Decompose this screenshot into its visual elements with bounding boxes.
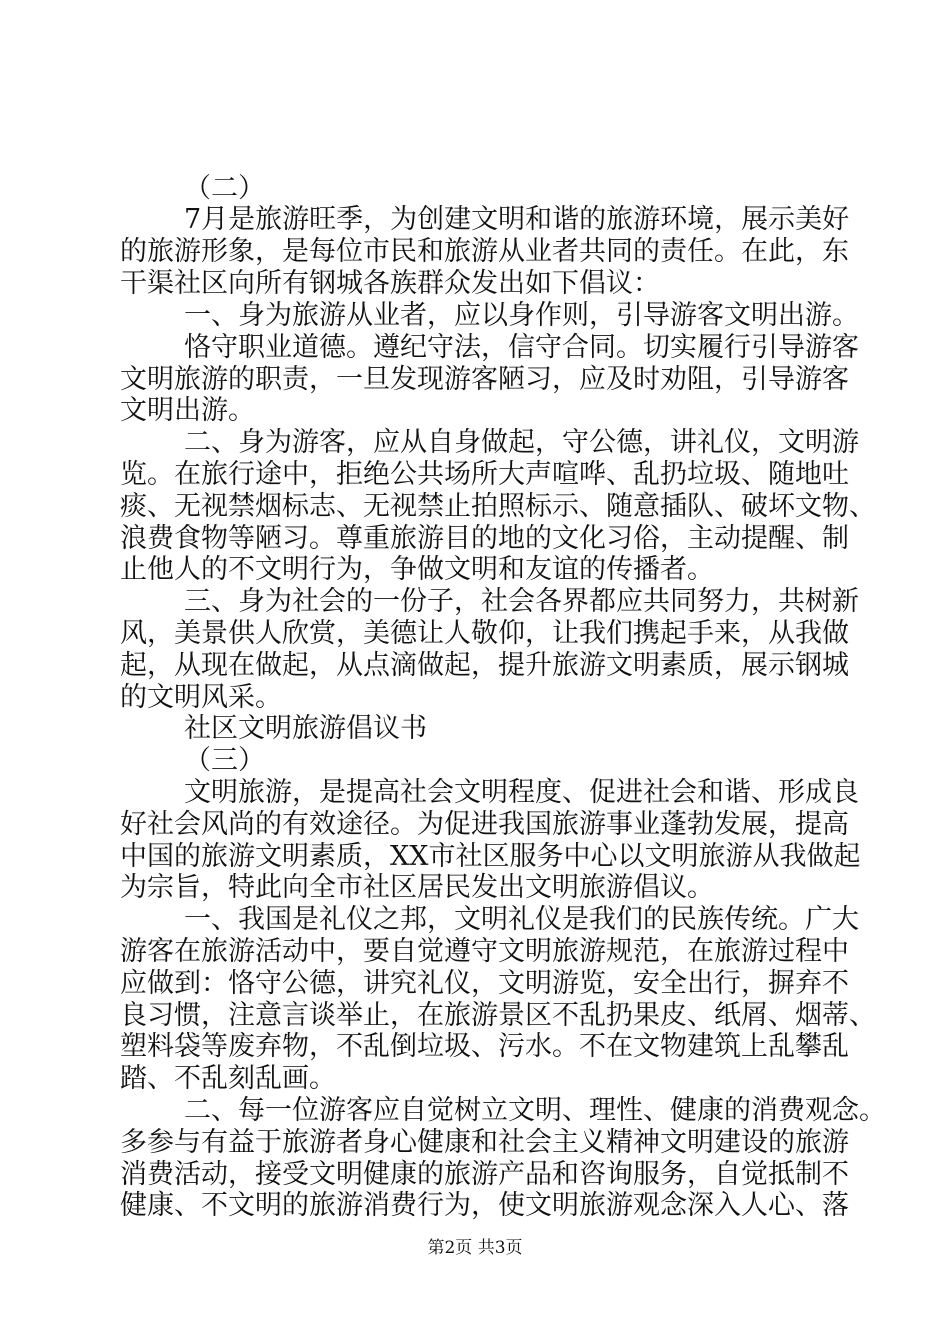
text-line: 为宗旨，特此向全市社区居民发出文明旅游倡议。 <box>120 872 714 903</box>
text-line: 好社会风尚的有效途径。为促进我国旅游事业蓬勃发展，提高 <box>120 809 849 840</box>
text-line: 二、每一位游客应自觉树立文明、理性、健康的消费观念。 <box>184 1095 886 1126</box>
text-line: 的文明风采。 <box>120 682 282 713</box>
text-line: 消费活动，接受文明健康的旅游产品和咨询服务，自觉抵制不 <box>120 1159 849 1190</box>
text-line: 多参与有益于旅游者身心健康和社会主义精神文明建设的旅游 <box>120 1127 849 1158</box>
text-line: 浪费食物等陋习。尊重旅游目的地的文化习俗，主动提醒、制 <box>120 523 849 554</box>
text-line: 起，从现在做起，从点滴做起，提升旅游文明素质，展示钢城 <box>120 650 849 681</box>
text-line: 踏、不乱刻乱画。 <box>120 1063 336 1094</box>
text-line: 中国的旅游文明素质，XX市社区服务中心以文明旅游从我做起 <box>120 841 861 872</box>
text-line: 痰、无视禁烟标志、无视禁止拍照标示、随意插队、破坏文物、 <box>120 491 876 522</box>
text-line: 二、身为游客，应从自身做起，守公德，讲礼仪，文明游 <box>184 427 859 458</box>
text-line: 文明旅游，是提高社会文明程度、促进社会和谐、形成良 <box>184 777 859 808</box>
text-line: 一、身为旅游从业者，应以身作则，引导游客文明出游。 <box>184 300 859 331</box>
text-line: 三、身为社会的一份子，社会各界都应共同努力，共树新 <box>184 586 859 617</box>
text-line: 干渠社区向所有钢城各族群众发出如下倡议： <box>120 268 660 299</box>
page-footer: 第2页 共3页 <box>427 1238 523 1258</box>
text-line: 游客在旅游活动中，要自觉遵守文明旅游规范，在旅游过程中 <box>120 936 849 967</box>
text-line: 的旅游形象，是每位市民和旅游从业者共同的责任。在此，东 <box>120 236 849 267</box>
section-heading-3: （三） <box>184 745 265 776</box>
text-line: 良习惯，注意言谈举止，在旅游景区不乱扔果皮、纸屑、烟蒂、 <box>120 1000 876 1031</box>
document-title: 社区文明旅游倡议书 <box>184 713 427 744</box>
text-line: 文明旅游的职责，一旦发现游客陋习，应及时劝阻，引导游客 <box>120 364 849 395</box>
text-line: 止他人的不文明行为，争做文明和友谊的传播者。 <box>120 554 714 585</box>
text-line: 览。在旅行途中，拒绝公共场所大声喧哗、乱扔垃圾、随地吐 <box>120 459 849 490</box>
text-line: 应做到：恪守公德，讲究礼仪，文明游览，安全出行，摒弃不 <box>120 968 849 999</box>
section-heading-2: （二） <box>184 173 265 204</box>
text-line: 健康、不文明的旅游消费行为，使文明旅游观念深入人心、落 <box>120 1190 849 1221</box>
text-line: 7月是旅游旺季，为创建文明和谐的旅游环境，展示美好 <box>184 204 850 235</box>
text-line: 风，美景供人欣赏，美德让人敬仰，让我们携起手来，从我做 <box>120 618 849 649</box>
text-line: 一、我国是礼仪之邦，文明礼仪是我们的民族传统。广大 <box>184 904 859 935</box>
text-line: 恪守职业道德。遵纪守法，信守合同。切实履行引导游客 <box>184 332 859 363</box>
text-line: 塑料袋等废弃物，不乱倒垃圾、污水。不在文物建筑上乱攀乱 <box>120 1031 849 1062</box>
text-line: 文明出游。 <box>120 395 255 426</box>
